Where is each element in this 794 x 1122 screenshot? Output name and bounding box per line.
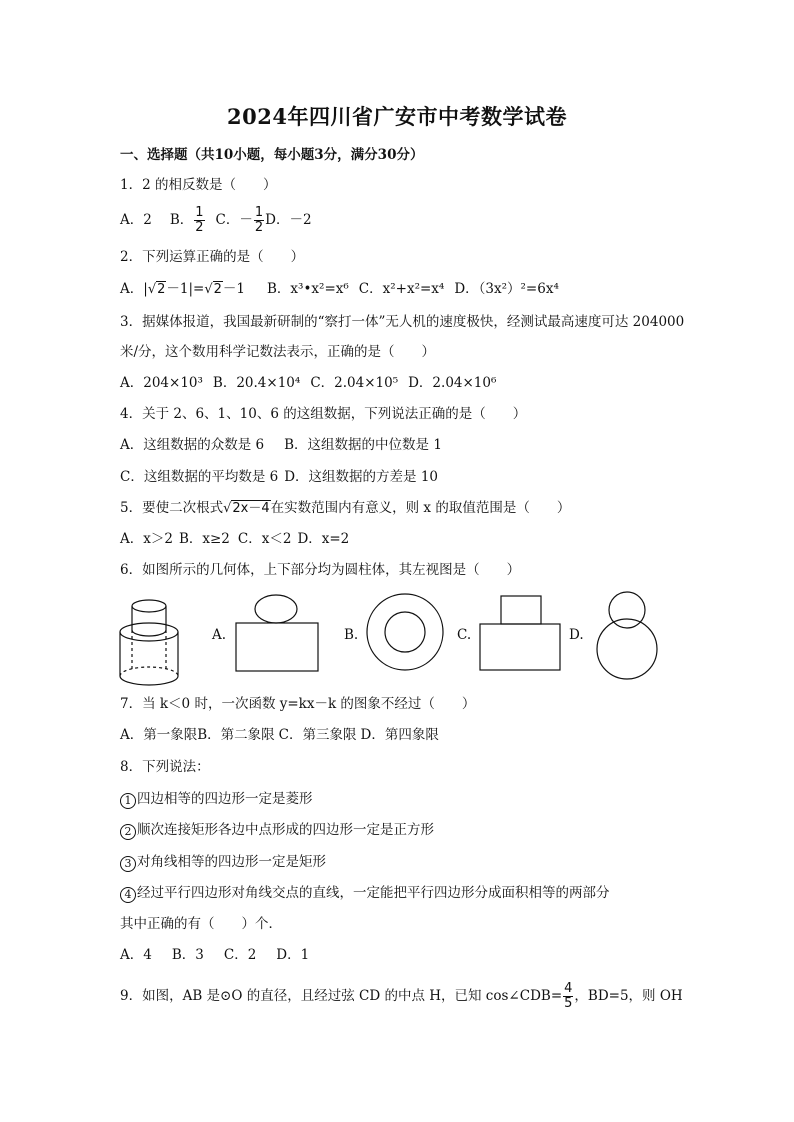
q7-option-c: C．第三象限 (278, 727, 357, 743)
q6-option-d-label: D. (569, 627, 584, 643)
q8-statement (120, 884, 610, 903)
q3-option-c: C．2.04×10⁵ (310, 375, 399, 391)
statement-text: 经过平行四边形对角线交点的直线，一定能把平行四边形分成面积相等的两部分 (137, 885, 610, 901)
q9-prefix: 9．如图，AB 是⊙O 的直径，且经过弦 CD 的中点 H，已知 cos∠CDB= (120, 988, 563, 1004)
statement-text: 顺次连接矩形各边中点形成的四边形一定是正方形 (137, 822, 434, 838)
question-9-stem (120, 982, 683, 1011)
q6-option-c-label: C. (457, 627, 472, 643)
question-2-options (120, 280, 559, 299)
q8-statement (120, 853, 326, 872)
q1-option-c-fraction (254, 206, 264, 235)
q1-option-c-prefix: C．－ (215, 212, 253, 228)
q5-stem-prefix: 5．要使二次根式 (120, 500, 224, 516)
q5-radical: √2x－4 (223, 501, 270, 516)
q8-option-b: B．3 (171, 947, 204, 963)
q2-radical-1: √2 (147, 282, 166, 297)
q5-option-d: D．x=2 (297, 531, 350, 547)
q3-option-a: A．204×10³ (120, 375, 203, 391)
option-d-drawing (597, 592, 657, 679)
question-6-figure (118, 590, 678, 690)
page-title: 2024年四川省广安市中考数学试卷 (227, 104, 567, 129)
q4-option-d: D．这组数据的方差是 10 (284, 469, 439, 485)
question-7-stem: 7．当 k＜0 时，一次函数 y=kx－k 的图象不经过（ ） (120, 696, 476, 712)
fraction-numerator: 4 (564, 981, 573, 996)
q2-option-a-prefix: A．| (120, 281, 148, 297)
option-b-drawing (367, 594, 443, 670)
question-3-line-1: 3．据媒体报道，我国最新研制的“察打一体”无人机的速度极快，经测试最高速度可达 204000 (120, 314, 685, 330)
geometry-figures-svg (118, 590, 678, 690)
option-a-drawing (236, 595, 318, 671)
q2-option-d: D．（3x²）²=6x⁴ (454, 281, 559, 297)
question-1-stem: 1．2 的相反数是（ ） (120, 177, 277, 193)
q3-option-d: D．2.04×10⁶ (408, 375, 497, 391)
q9-suffix: ，BD=5，则 OH (574, 988, 683, 1004)
question-5-options (120, 530, 349, 548)
q1-option-a: A．2 (120, 212, 152, 228)
q7-option-d: D．第四象限 (360, 727, 439, 743)
question-1-options (120, 206, 312, 235)
question-8-ask: 其中正确的有（ ）个． (120, 916, 282, 932)
question-4-options-row-1 (120, 436, 442, 454)
q8-option-d: D．1 (276, 947, 310, 963)
q8-option-a: A．4 (120, 947, 152, 963)
q4-option-c: C．这组数据的平均数是 6 (120, 469, 279, 485)
q2-option-c: C．x²+x²=x⁴ (358, 281, 445, 297)
question-5-stem (120, 499, 570, 518)
circled-number: 4 (120, 887, 136, 903)
question-4-options-row-2 (120, 468, 438, 486)
q1-option-d: D．－2 (265, 212, 312, 228)
circled-number: 1 (120, 793, 136, 809)
question-6-stem: 6．如图所示的几何体，上下部分均为圆柱体，其左视图是（ ） (120, 562, 521, 578)
fraction-denominator: 2 (195, 220, 204, 235)
q7-option-b: B．第二象限 (197, 727, 275, 743)
q2-option-a-mid: －1|= (166, 281, 205, 297)
q8-statement (120, 790, 313, 809)
q2-option-a-end: －1 (222, 281, 246, 297)
q8-option-c: C．2 (223, 947, 257, 963)
q5-stem-suffix: 在实数范围内有意义，则 x 的取值范围是（ ） (270, 500, 571, 516)
radicand: 2 (157, 282, 166, 297)
question-3-options (120, 374, 496, 392)
q4-option-a: A．这组数据的众数是 6 (120, 437, 265, 453)
q9-fraction (563, 982, 573, 1011)
q2-radical-2: √2 (204, 282, 222, 297)
radicand: 2x－4 (232, 501, 270, 516)
stacked-cylinders-solid (120, 600, 178, 685)
circled-number: 3 (120, 856, 136, 872)
question-7-options (120, 726, 439, 744)
question-3-line-2: 米/分，这个数用科学记数法表示，正确的是（ ） (120, 344, 436, 360)
statement-text: 对角线相等的四边形一定是矩形 (137, 854, 326, 870)
q6-option-b-label: B. (344, 627, 359, 643)
fraction-numerator: 1 (254, 205, 264, 220)
q5-option-a: A．x＞2 (120, 531, 173, 547)
q4-option-b: B．这组数据的中位数是 1 (284, 437, 442, 453)
question-8-stem: 8．下列说法： (120, 759, 210, 775)
q5-option-c: C．x＜2 (237, 531, 292, 547)
fraction-denominator: 5 (564, 996, 573, 1011)
fraction-numerator: 1 (195, 205, 204, 220)
q8-statement (120, 821, 434, 840)
question-4-stem: 4．关于 2、6、1、10、6 的这组数据，下列说法正确的是（ ） (120, 406, 527, 422)
option-c-drawing (480, 596, 560, 670)
q1-option-b-fraction (194, 206, 204, 235)
q1-option-b-prefix: B． (169, 212, 194, 228)
section-heading: 一、选择题（共10小题，每小题3分，满分30分） (120, 147, 424, 163)
q6-option-a-label: A. (212, 627, 227, 643)
q7-option-a: A．第一象限 (120, 727, 198, 743)
fraction-denominator: 2 (254, 220, 264, 235)
question-8-options (120, 946, 309, 964)
q3-option-b: B．20.4×10⁴ (212, 375, 301, 391)
q2-option-b: B．x³•x²=x⁶ (267, 281, 349, 297)
statement-text: 四边相等的四边形一定是菱形 (137, 791, 313, 807)
radicand: 2 (213, 282, 222, 297)
q5-option-b: B．x≥2 (178, 531, 230, 547)
circled-number: 2 (120, 824, 136, 840)
question-2-stem: 2．下列运算正确的是（ ） (120, 249, 305, 265)
